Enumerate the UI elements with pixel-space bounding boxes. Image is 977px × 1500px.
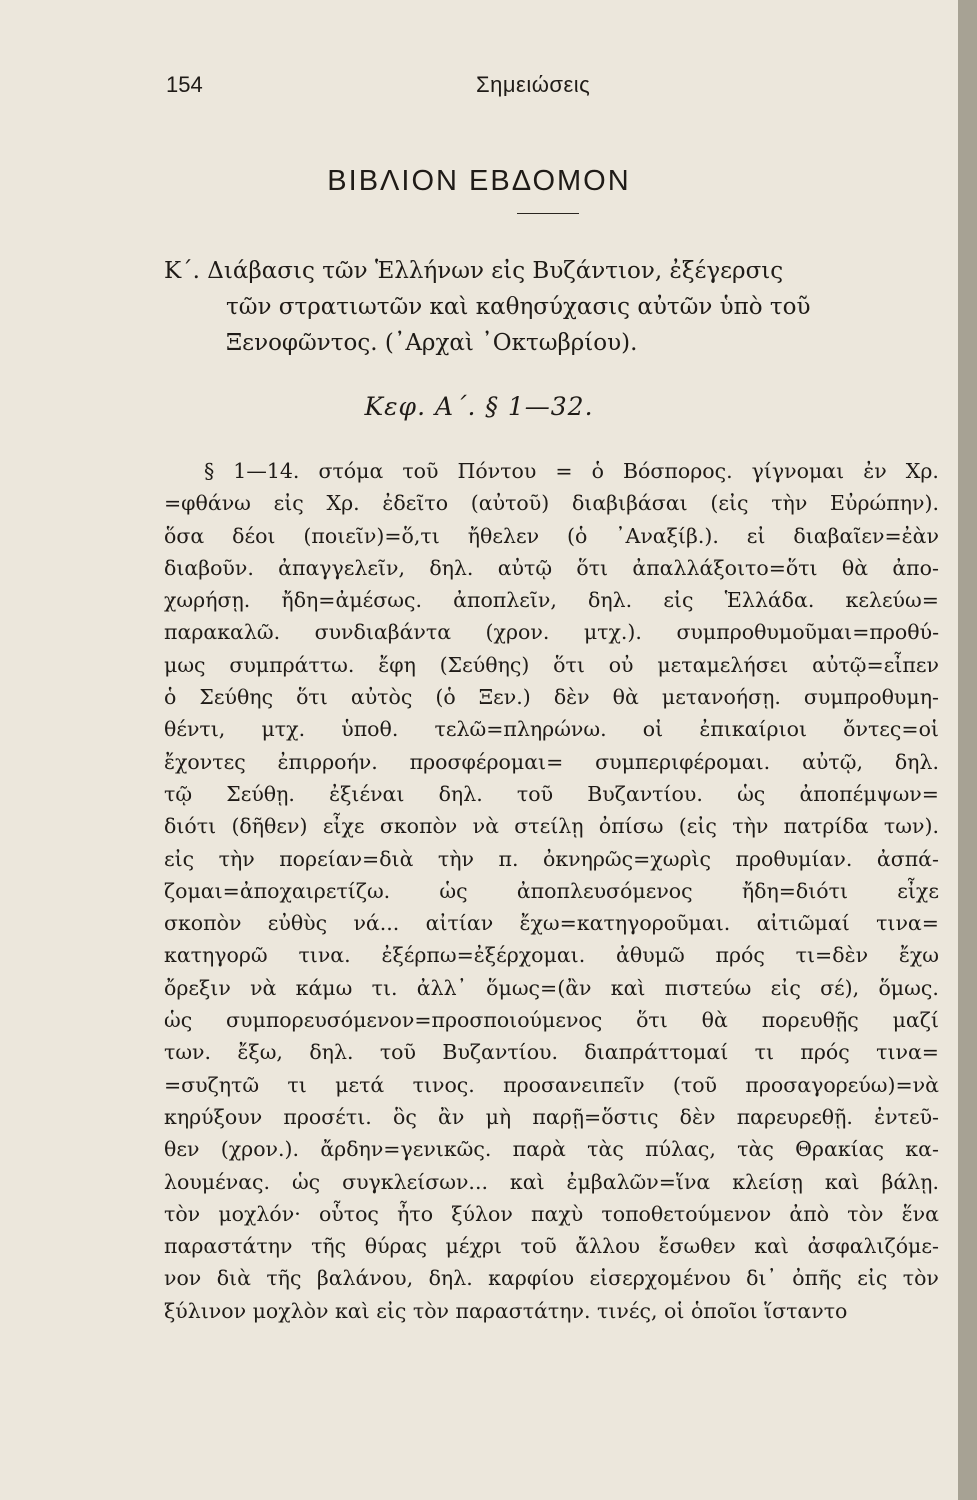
note-word: ἐπικαίριοι xyxy=(699,717,807,742)
note-word: 1—14. xyxy=(233,459,300,483)
note-word: ἄλλου xyxy=(575,1234,640,1259)
title-divider xyxy=(517,213,579,214)
note-word: ὅμως. xyxy=(878,975,939,1000)
note-word: ἦτο xyxy=(397,1201,434,1226)
note-word: κελεύω= xyxy=(845,588,939,613)
note-word: προσαγορεύω)=νὰ xyxy=(745,1072,939,1097)
note-word: μεταμελήσει xyxy=(657,652,789,677)
note-word: τὴν xyxy=(771,491,808,516)
note-word: τινές, xyxy=(597,1298,665,1323)
note-word: τι xyxy=(287,1072,307,1097)
note-word: πρός xyxy=(800,1040,850,1065)
note-word: δὲν xyxy=(679,1104,716,1129)
note-word: αὐτῷ, xyxy=(802,749,863,774)
note-word: δι᾿ xyxy=(746,1266,777,1291)
note-word: ἐδεῖτο xyxy=(382,491,449,516)
note-line xyxy=(164,746,939,778)
note-word: τινα= xyxy=(876,911,939,936)
note-word: οὗτος xyxy=(318,1201,379,1226)
note-word: ἀθυμῶ xyxy=(616,943,685,968)
note-word: ἀλλ᾿ xyxy=(416,975,467,1000)
note-word: μετανοήσῃ. xyxy=(661,685,781,710)
note-word: διαβαῖεν=ἐὰν xyxy=(793,523,939,548)
note-word: ὡς xyxy=(439,878,468,903)
note-line xyxy=(164,584,939,616)
note-word: πορευθῇς xyxy=(761,1008,859,1033)
note-word: Εὐρώπην). xyxy=(830,491,939,516)
note-word: τινα. xyxy=(298,943,351,968)
note-word: εἰσερχομένου xyxy=(589,1266,731,1291)
note-word: τοῦ xyxy=(516,781,554,806)
note-line xyxy=(164,907,939,939)
note-word: διὰ xyxy=(216,1266,251,1291)
note-line xyxy=(164,939,939,971)
note-word: συμπροθυμοῦμαι=προθύ- xyxy=(676,620,939,645)
note-word: τὰς xyxy=(737,1137,774,1162)
note-line xyxy=(164,487,939,519)
note-word: προθυμίαν. xyxy=(735,846,853,871)
note-word: ὅτι xyxy=(636,1008,668,1033)
note-word: δέοι xyxy=(232,523,276,548)
note-line xyxy=(164,1198,939,1230)
note-word: οἱ xyxy=(642,717,664,742)
note-word: ᾿Αναξίβ.). xyxy=(615,523,719,548)
note-word: ὡς xyxy=(737,781,766,806)
note-word: νον xyxy=(164,1266,202,1291)
note-word: πορείαν=διὰ xyxy=(279,846,414,871)
note-word: ἐξέρπω=ἐξέρχομαι. xyxy=(381,943,586,968)
note-word: ὅτι xyxy=(296,685,328,710)
note-line xyxy=(164,1166,939,1198)
note-word: ἔξω, xyxy=(237,1040,283,1065)
note-word: καὶ xyxy=(610,975,646,1000)
note-word: τὴν xyxy=(732,814,769,839)
note-word: αἰτιῶμαί xyxy=(756,911,850,936)
note-word: (ὁ xyxy=(567,523,588,548)
note-word: πύλας, xyxy=(645,1137,716,1162)
note-word: κα- xyxy=(905,1137,939,1162)
note-word: ἵσταντο xyxy=(764,1298,848,1323)
note-word: (ποιεῖν)=ὅ,τι xyxy=(303,523,440,548)
note-word: ὁ xyxy=(164,685,177,710)
note-word: μτχ.). xyxy=(583,620,642,645)
note-word: ἀποπλεῖν, xyxy=(453,588,557,613)
note-word: τὸν xyxy=(412,1298,456,1323)
note-word: χωρήσῃ. xyxy=(164,588,251,613)
note-word: ἔφη xyxy=(378,652,416,677)
note-word: εἰ xyxy=(746,523,766,548)
note-word: καὶ xyxy=(334,1298,377,1323)
note-line xyxy=(164,616,939,648)
note-word: ἀπαγγελεῖν, xyxy=(278,555,406,580)
note-word: εὐθὺς xyxy=(267,911,328,936)
note-word: (εἰς xyxy=(710,491,749,516)
note-word: δὲν xyxy=(553,685,590,710)
page-number: 154 xyxy=(166,72,203,97)
note-word: τὰς xyxy=(587,1137,624,1162)
note-word: ἔχοντες xyxy=(164,749,246,774)
note-word: Σεύθῃ. xyxy=(226,781,295,806)
note-line xyxy=(164,649,939,681)
note-word: καὶ xyxy=(754,1234,789,1259)
note-word: παρὰ xyxy=(512,1137,566,1162)
note-word: εἰς xyxy=(857,1266,888,1291)
note-word: δηλ. xyxy=(438,781,483,806)
note-word: ὀκνηρῶς=χωρὶς xyxy=(542,846,712,871)
note-word: Θρακίας xyxy=(795,1137,885,1162)
note-word: ὄρεξιν xyxy=(164,975,231,1000)
note-word: σκοπὸν xyxy=(164,911,242,936)
section-heading-line: Κ΄. Διάβασις τῶν Ἑλλήνων εἰς Βυζάντιον, ἐξέγερσις xyxy=(164,258,784,284)
note-word: ἤδη=διότι xyxy=(741,878,849,903)
note-word: ἄρδην=γενικῶς. xyxy=(320,1137,492,1162)
note-word: μοχλόν· xyxy=(218,1201,301,1226)
note-word: ἀποπλευσόμενος xyxy=(516,878,693,903)
note-word: βάλῃ. xyxy=(881,1169,939,1194)
note-word: Χρ. xyxy=(326,491,360,516)
note-word: τοῦ xyxy=(520,1234,557,1259)
note-word: Βυζαντίου. xyxy=(442,1040,559,1065)
note-word: παρῇ=ὅστις xyxy=(532,1104,659,1129)
note-word: ἤθελεν xyxy=(467,523,540,548)
note-word: πρός xyxy=(715,943,765,968)
note-word: βαλάνου, xyxy=(316,1266,414,1291)
note-word: τινα= xyxy=(876,1040,939,1065)
note-word: δηλ. xyxy=(429,555,474,580)
note-word: δηλ. xyxy=(894,749,939,774)
note-word: θὰ xyxy=(701,1008,728,1033)
note-word: τὸν xyxy=(902,1266,939,1291)
note-word: μετά xyxy=(335,1072,385,1097)
notes-body xyxy=(164,455,939,1327)
note-word: συνδιαβάντα xyxy=(314,620,452,645)
note-word: = xyxy=(555,459,573,483)
note-word: =συζητῶ xyxy=(164,1072,260,1097)
note-word: παχὺ xyxy=(531,1201,584,1226)
note-word: εἰς xyxy=(164,846,195,871)
note-word: γίγνομαι xyxy=(751,459,845,483)
note-word: Βόσπορος. xyxy=(622,459,733,483)
note-word: θὰ xyxy=(612,685,639,710)
section-heading-line: Ξενοφῶντος. (᾿Αρχαὶ ᾿Οκτωβρίου). xyxy=(226,330,638,356)
note-word: διαβιβάσαι xyxy=(571,491,688,516)
note-word: ὅσα xyxy=(164,523,205,548)
note-word: τὸν xyxy=(847,1201,884,1226)
section-heading xyxy=(164,253,939,361)
note-word: νά... xyxy=(353,911,400,936)
note-word: ζομαι=ἀποχαιρετίζω. xyxy=(164,878,391,903)
note-word: μαζί xyxy=(892,1008,939,1033)
note-word: συμπράττω. xyxy=(229,652,355,677)
note-word: καὶ xyxy=(509,1169,545,1194)
note-word: καρφίου xyxy=(488,1266,575,1291)
note-word: σκοπὸν xyxy=(379,814,458,839)
note-word: Σεύθης xyxy=(199,685,274,710)
note-line xyxy=(164,552,939,584)
note-word: διαπράττομαί xyxy=(584,1040,729,1065)
note-word: (χρον. xyxy=(485,620,550,645)
note-word: παρακαλῶ. xyxy=(164,620,281,645)
note-word: των. xyxy=(164,1040,212,1065)
note-word: ἔχω xyxy=(898,943,939,968)
note-word: ἀποπέμψων= xyxy=(799,781,939,806)
note-word: ὃς xyxy=(393,1104,417,1129)
note-word: εἰς xyxy=(273,491,304,516)
note-word: ὅτι xyxy=(553,652,585,677)
note-word: (εἰς xyxy=(678,814,717,839)
note-line xyxy=(164,455,939,487)
note-word: στόμα xyxy=(318,459,384,483)
note-word: τι xyxy=(754,1040,774,1065)
note-line xyxy=(164,875,939,907)
note-word: ἀπο- xyxy=(892,555,939,580)
note-word: ἐξιέναι xyxy=(329,781,405,806)
note-word: ὄντες=οἱ xyxy=(843,717,939,742)
note-line xyxy=(164,1036,939,1068)
note-word: Χρ. xyxy=(905,459,939,483)
note-word: θύρας xyxy=(364,1234,427,1259)
note-word: συμπορευσόμενον=προσποιούμενος xyxy=(226,1008,603,1033)
note-word: παρευρεθῇ. xyxy=(736,1104,853,1129)
note-word: θὰ xyxy=(841,555,869,580)
note-word: εἰς xyxy=(770,975,801,1000)
running-title: Σημειώσεις xyxy=(476,72,591,97)
note-word: τι=δὲν xyxy=(795,943,869,968)
note-line xyxy=(164,713,939,745)
note-word: παραστάτην xyxy=(164,1234,293,1259)
note-word: νὰ xyxy=(472,814,499,839)
note-word: συμπροθυμη- xyxy=(803,685,939,710)
note-word: (Σεύθης) xyxy=(439,652,530,677)
note-word: ἀπαλλάξοιτο=ὅτι xyxy=(632,555,818,580)
note-word: ἔσωθεν xyxy=(658,1234,736,1259)
note-word: μτχ. xyxy=(261,717,306,742)
note-word: ἕνα xyxy=(901,1201,939,1226)
section-heading-line: τῶν στρατιωτῶν καὶ καθησύχασις αὐτῶν ὑπὸ τοῦ xyxy=(226,294,811,320)
note-word: οἱ xyxy=(664,1298,691,1323)
note-word: κατηγορῶ xyxy=(164,943,268,968)
note-word: τινος. xyxy=(412,1072,475,1097)
note-word: ἐν xyxy=(863,459,887,483)
note-word: τι. xyxy=(371,975,398,1000)
note-word: ὅτι xyxy=(576,555,609,580)
note-word: αὐτῷ xyxy=(497,555,553,580)
note-word: πατρίδα xyxy=(783,814,869,839)
note-word: (ὁ xyxy=(435,685,456,710)
note-word: εἰς xyxy=(663,588,694,613)
note-word: εἶχε xyxy=(897,878,939,903)
note-word: αὐτῷ=εἶπεν xyxy=(812,652,939,677)
note-word: δηλ. xyxy=(428,1266,473,1291)
note-word: τὸν xyxy=(164,1201,201,1226)
note-word: προσέτι. xyxy=(283,1104,372,1129)
note-word: § xyxy=(204,459,215,483)
note-word: ὁ xyxy=(591,459,604,483)
note-word: προσανειπεῖν xyxy=(503,1072,645,1097)
note-word: ὀπῆς xyxy=(792,1266,842,1291)
note-line xyxy=(164,1133,939,1165)
note-word: στείλῃ xyxy=(514,814,584,839)
note-line xyxy=(164,1262,939,1294)
note-word: παραστάτην. xyxy=(455,1298,598,1323)
note-word: συμπεριφέρομαι. xyxy=(595,749,771,774)
note-word: σέ), xyxy=(820,975,860,1000)
note-word: ὁποῖοι xyxy=(690,1298,765,1323)
note-line xyxy=(164,1101,939,1133)
note-word: τοῦ xyxy=(402,459,439,483)
note-word: Βυζαντίου. xyxy=(587,781,703,806)
note-word: δηλ. xyxy=(588,588,633,613)
note-word: θέντι, xyxy=(164,717,226,742)
note-word: μέχρι xyxy=(445,1234,502,1259)
note-word: (δῆθεν) xyxy=(231,814,308,839)
note-word: τὴν xyxy=(437,846,475,871)
note-word: ἤδη=ἀμέσως. xyxy=(281,588,422,613)
note-line xyxy=(164,1295,939,1327)
note-word: Ξεν.) xyxy=(478,685,531,710)
note-word: αἰτίαν xyxy=(425,911,494,936)
note-line xyxy=(164,778,939,810)
note-word: ὅμως=(ἂν xyxy=(486,975,592,1000)
note-word: ἂν xyxy=(438,1104,465,1129)
book-title: ΒΙΒΛΙΟΝ ΕΒΔΟΜΟΝ xyxy=(327,165,631,197)
note-word: κάμω xyxy=(295,975,353,1000)
note-line xyxy=(164,972,939,1004)
note-word: τοῦ xyxy=(379,1040,416,1065)
note-word: τελῶ=πληρώνω. xyxy=(434,717,607,742)
note-word: νὰ xyxy=(250,975,277,1000)
note-line xyxy=(164,1230,939,1262)
note-word: ἐπιρροήν. xyxy=(277,749,378,774)
note-word: τῆς xyxy=(266,1266,302,1291)
note-word: τῆς xyxy=(311,1234,347,1259)
note-line xyxy=(164,520,939,552)
note-word: ὡς xyxy=(291,1169,321,1194)
note-word: ἔχω=κατηγοροῦμαι. xyxy=(519,911,731,936)
note-word: εἶχε xyxy=(322,814,365,839)
note-word: των). xyxy=(883,814,939,839)
note-word: μως xyxy=(164,652,206,677)
note-word: (αὐτοῦ) xyxy=(470,491,550,516)
note-word: =φθάνω xyxy=(164,491,251,516)
note-word: ἐντεῦ- xyxy=(874,1104,939,1129)
note-word: μοχλὸν xyxy=(252,1298,335,1323)
note-word: τοποθετούμενον xyxy=(601,1201,772,1226)
note-word: λουμένας. xyxy=(164,1169,271,1194)
note-word: ἐμβαλῶν=ἵνα xyxy=(566,1169,711,1194)
note-word: Πόντου xyxy=(457,459,537,483)
chapter-reference: Κεφ. Α΄. § 1—32. xyxy=(364,392,594,421)
note-word: π. xyxy=(498,846,519,871)
note-word: τὴν xyxy=(218,846,255,871)
note-word: οὐ xyxy=(608,652,634,677)
note-word: διαβοῦν. xyxy=(164,555,254,580)
note-word: δηλ. xyxy=(309,1040,354,1065)
note-word: ἀπὸ xyxy=(789,1201,830,1226)
note-word: καὶ xyxy=(824,1169,860,1194)
note-line xyxy=(164,681,939,713)
note-line xyxy=(164,843,939,875)
note-line xyxy=(164,810,939,842)
note-word: ξύλον xyxy=(451,1201,513,1226)
note-line xyxy=(164,1004,939,1036)
note-word: ἀσπά- xyxy=(876,846,939,871)
note-word: (τοῦ xyxy=(672,1072,718,1097)
note-word: διότι xyxy=(164,814,217,839)
note-word: κηρύξουν xyxy=(164,1104,263,1129)
note-word: προσφέρομαι= xyxy=(409,749,564,774)
note-word: Ἑλλάδα. xyxy=(724,588,815,613)
note-word: τῷ xyxy=(164,781,193,806)
note-word: θεν xyxy=(164,1137,200,1162)
note-word: εἰς xyxy=(376,1298,413,1323)
note-word: ἀσφαλιζόμε- xyxy=(807,1234,939,1259)
note-word: (χρον.). xyxy=(220,1137,300,1162)
note-word: κλείσῃ xyxy=(732,1169,803,1194)
page-header xyxy=(166,72,936,106)
note-word: συγκλείσων... xyxy=(342,1169,488,1194)
note-word: ὑποθ. xyxy=(341,717,399,742)
note-line xyxy=(164,1069,939,1101)
note-word: ὡς xyxy=(164,1008,193,1033)
note-word: πιστεύω xyxy=(664,975,752,1000)
note-word: ὀπίσω xyxy=(598,814,664,839)
note-word: αὐτὸς xyxy=(350,685,413,710)
note-word: μὴ xyxy=(485,1104,512,1129)
page-edge xyxy=(958,0,977,1500)
note-word: ξύλινον xyxy=(164,1298,253,1323)
